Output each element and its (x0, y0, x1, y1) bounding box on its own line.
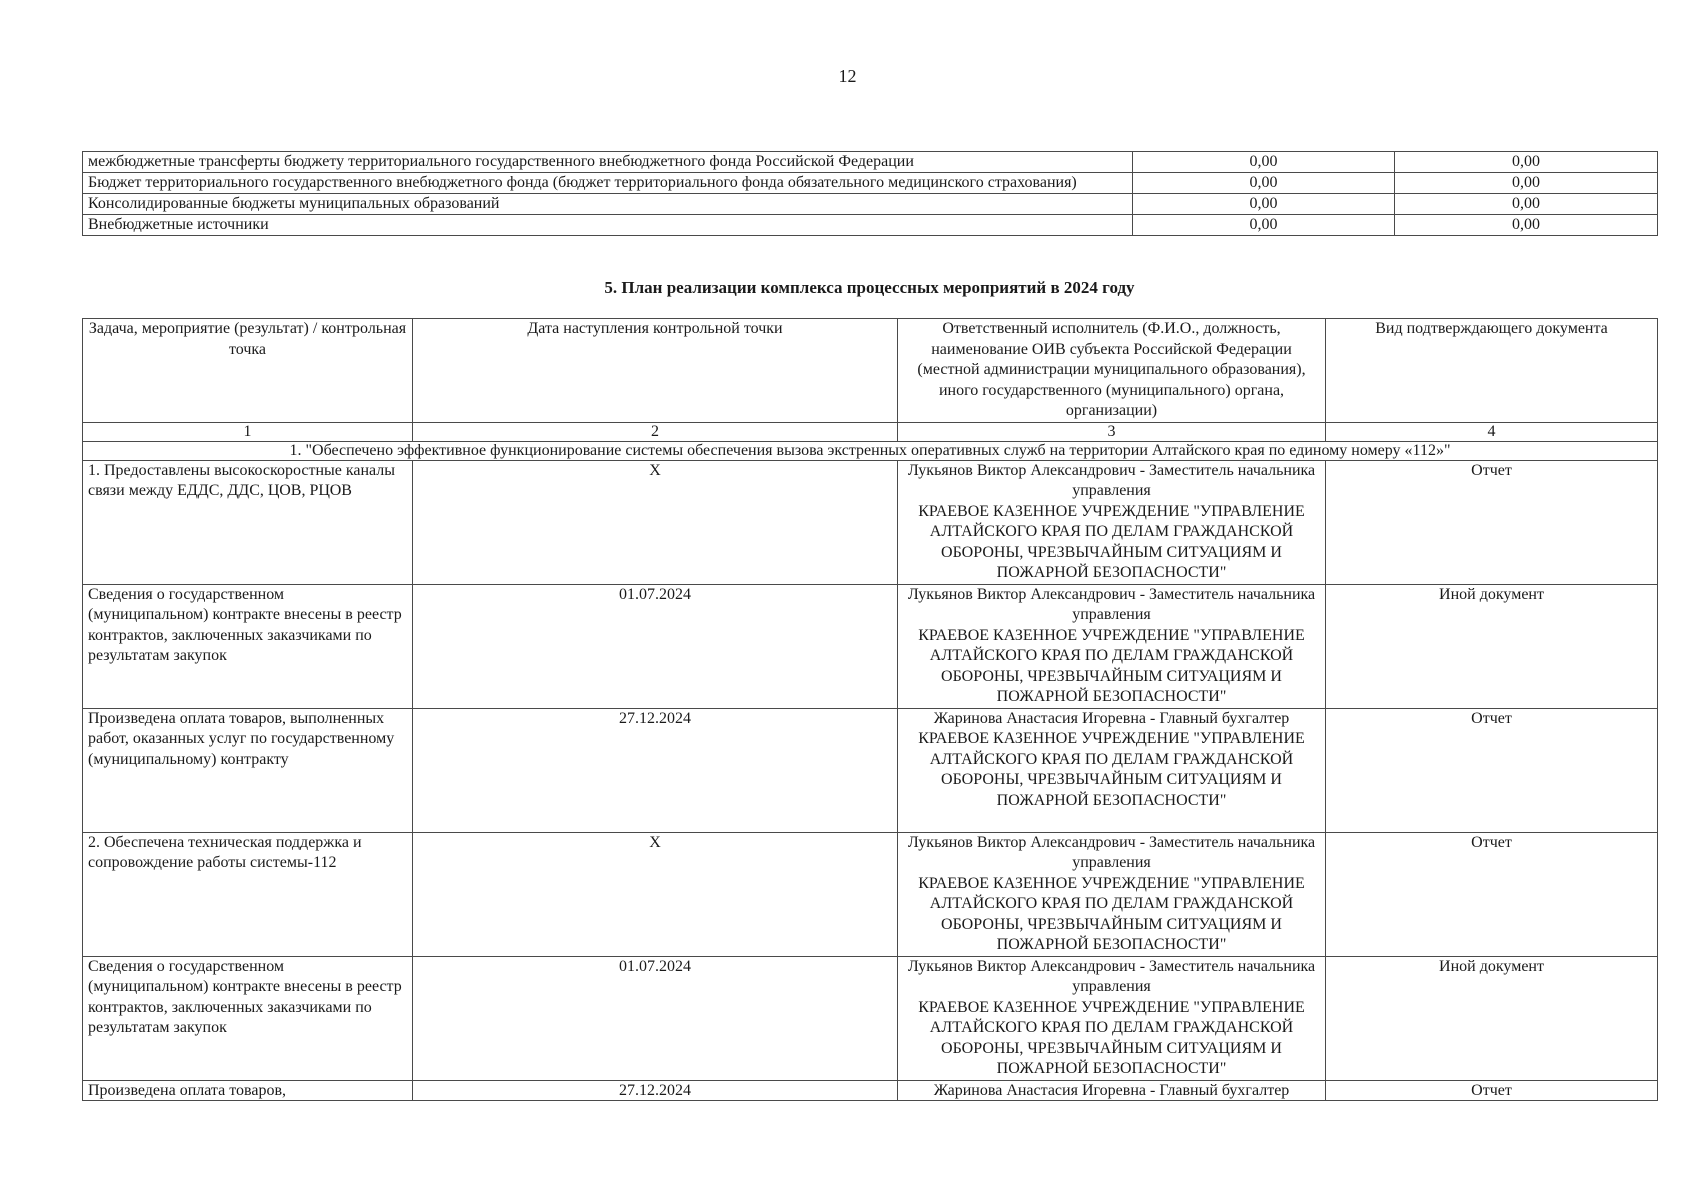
task-cell: Произведена оплата товаров, (83, 1080, 413, 1100)
responsible-organization: КРАЕВОЕ КАЗЕННОЕ УЧРЕЖДЕНИЕ "УПРАВЛЕНИЕ АЛТАЙСКОГО КРАЯ ПО ДЕЛАМ ГРАЖДАНСКОЙ ОБОРОНЫ, ЧРЕЗВЫЧАЙНЫМ СИТУАЦИЯМ И ПОЖАРНОЙ БЕЗОПАСНОСТИ" (918, 998, 1305, 1077)
funding-source-label: Консолидированные бюджеты муниципальных образований (83, 194, 1133, 215)
funding-sources-table (82, 151, 1658, 236)
column-header: Дата наступления контрольной точки (413, 319, 898, 423)
date-cell: X (413, 460, 898, 584)
table-row (83, 173, 1658, 194)
date-cell: 01.07.2024 (413, 584, 898, 708)
table-row (83, 460, 1658, 584)
date-cell: 27.12.2024 (413, 708, 898, 832)
document-type-cell: Отчет (1326, 832, 1658, 956)
funding-source-label: Бюджет территориального государственного внебюджетного фонда (бюджет территориального фонда обязательного медицинского страхования) (83, 173, 1133, 194)
table-row (83, 956, 1658, 1080)
column-number: 3 (898, 422, 1326, 441)
plan-table (82, 318, 1658, 1101)
table-row (83, 708, 1658, 832)
task-cell: Сведения о государственном (муниципальном) контракте внесены в реестр контрактов, заключенных заказчиками по результатам закупок (83, 956, 413, 1080)
responsible-organization: КРАЕВОЕ КАЗЕННОЕ УЧРЕЖДЕНИЕ "УПРАВЛЕНИЕ АЛТАЙСКОГО КРАЯ ПО ДЕЛАМ ГРАЖДАНСКОЙ ОБОРОНЫ, ЧРЕЗВЫЧАЙНЫМ СИТУАЦИЯМ И ПОЖАРНОЙ БЕЗОПАСНОСТИ" (918, 874, 1305, 953)
responsible-person: Лукьянов Виктор Александрович - Заместитель начальника управления (907, 461, 1316, 499)
column-number: 2 (413, 422, 898, 441)
section-title: 5. План реализации комплекса процессных мероприятий в 2024 году (604, 278, 1135, 297)
date-cell: X (413, 832, 898, 956)
date-cell: 01.07.2024 (413, 956, 898, 1080)
column-header: Ответственный исполнитель (Ф.И.О., должность, наименование ОИВ субъекта Российской Федерации (местной администрации муниципального образования), иного государственного (муниципального) органа, организации) (898, 319, 1326, 423)
responsible-cell (898, 832, 1326, 956)
table-row (83, 832, 1658, 956)
funding-value: 0,00 (1133, 215, 1395, 236)
group-title: 1. "Обеспечено эффективное функционирование системы обеспечения вызова экстренных оперативных служб на территории Алтайского края по единому номеру «112»" (83, 441, 1658, 460)
document-type-cell: Иной документ (1326, 956, 1658, 1080)
table-row (83, 584, 1658, 708)
responsible-organization: КРАЕВОЕ КАЗЕННОЕ УЧРЕЖДЕНИЕ "УПРАВЛЕНИЕ АЛТАЙСКОГО КРАЯ ПО ДЕЛАМ ГРАЖДАНСКОЙ ОБОРОНЫ, ЧРЕЗВЫЧАЙНЫМ СИТУАЦИЯМ И ПОЖАРНОЙ БЕЗОПАСНОСТИ" (918, 502, 1305, 581)
column-header: Задача, мероприятие (результат) / контрольная точка (83, 319, 413, 423)
document-type-cell: Отчет (1326, 708, 1658, 832)
responsible-person: Лукьянов Виктор Александрович - Заместитель начальника управления (907, 585, 1316, 623)
group-row (83, 441, 1658, 460)
task-cell: Сведения о государственном (муниципальном) контракте внесены в реестр контрактов, заключенных заказчиками по результатам закупок (83, 584, 413, 708)
responsible-person: Жаринова Анастасия Игоревна - Главный бухгалтер (898, 1080, 1326, 1100)
date-cell: 27.12.2024 (413, 1080, 898, 1100)
table-row (83, 1080, 1658, 1100)
funding-value: 0,00 (1395, 173, 1658, 194)
table-row (83, 215, 1658, 236)
funding-source-label: Внебюджетные источники (83, 215, 1133, 236)
funding-value: 0,00 (1133, 194, 1395, 215)
responsible-cell (898, 708, 1326, 832)
document-type-cell: Отчет (1326, 460, 1658, 584)
responsible-person: Жаринова Анастасия Игоревна - Главный бухгалтер (933, 709, 1290, 727)
table-row (83, 152, 1658, 173)
table-header-row (83, 319, 1658, 423)
responsible-cell (898, 460, 1326, 584)
responsible-cell (898, 584, 1326, 708)
page-number: 12 (838, 66, 857, 86)
funding-value: 0,00 (1133, 173, 1395, 194)
column-number: 4 (1326, 422, 1658, 441)
funding-value: 0,00 (1395, 215, 1658, 236)
column-number: 1 (83, 422, 413, 441)
column-number-row (83, 422, 1658, 441)
funding-source-label: межбюджетные трансферты бюджету территориального государственного внебюджетного фонда Российской Федерации (83, 152, 1133, 173)
task-cell: Произведена оплата товаров, выполненных работ, оказанных услуг по государственному (муниципальному) контракту (83, 708, 413, 832)
responsible-person: Лукьянов Виктор Александрович - Заместитель начальника управления (907, 833, 1316, 871)
column-header: Вид подтверждающего документа (1326, 319, 1658, 423)
responsible-organization: КРАЕВОЕ КАЗЕННОЕ УЧРЕЖДЕНИЕ "УПРАВЛЕНИЕ АЛТАЙСКОГО КРАЯ ПО ДЕЛАМ ГРАЖДАНСКОЙ ОБОРОНЫ, ЧРЕЗВЫЧАЙНЫМ СИТУАЦИЯМ И ПОЖАРНОЙ БЕЗОПАСНОСТИ" (918, 730, 1305, 809)
document-type-cell: Иной документ (1326, 584, 1658, 708)
funding-value: 0,00 (1395, 194, 1658, 215)
responsible-person: Лукьянов Виктор Александрович - Заместитель начальника управления (907, 957, 1316, 995)
funding-value: 0,00 (1133, 152, 1395, 173)
document-type-cell: Отчет (1326, 1080, 1658, 1100)
task-cell: 2. Обеспечена техническая поддержка и сопровождение работы системы-112 (83, 832, 413, 956)
table-row (83, 194, 1658, 215)
task-cell: 1. Предоставлены высокоскоростные каналы связи между ЕДДС, ДДС, ЦОВ, РЦОВ (83, 460, 413, 584)
responsible-organization: КРАЕВОЕ КАЗЕННОЕ УЧРЕЖДЕНИЕ "УПРАВЛЕНИЕ АЛТАЙСКОГО КРАЯ ПО ДЕЛАМ ГРАЖДАНСКОЙ ОБОРОНЫ, ЧРЕЗВЫЧАЙНЫМ СИТУАЦИЯМ И ПОЖАРНОЙ БЕЗОПАСНОСТИ" (918, 626, 1305, 705)
funding-value: 0,00 (1395, 152, 1658, 173)
responsible-cell (898, 956, 1326, 1080)
